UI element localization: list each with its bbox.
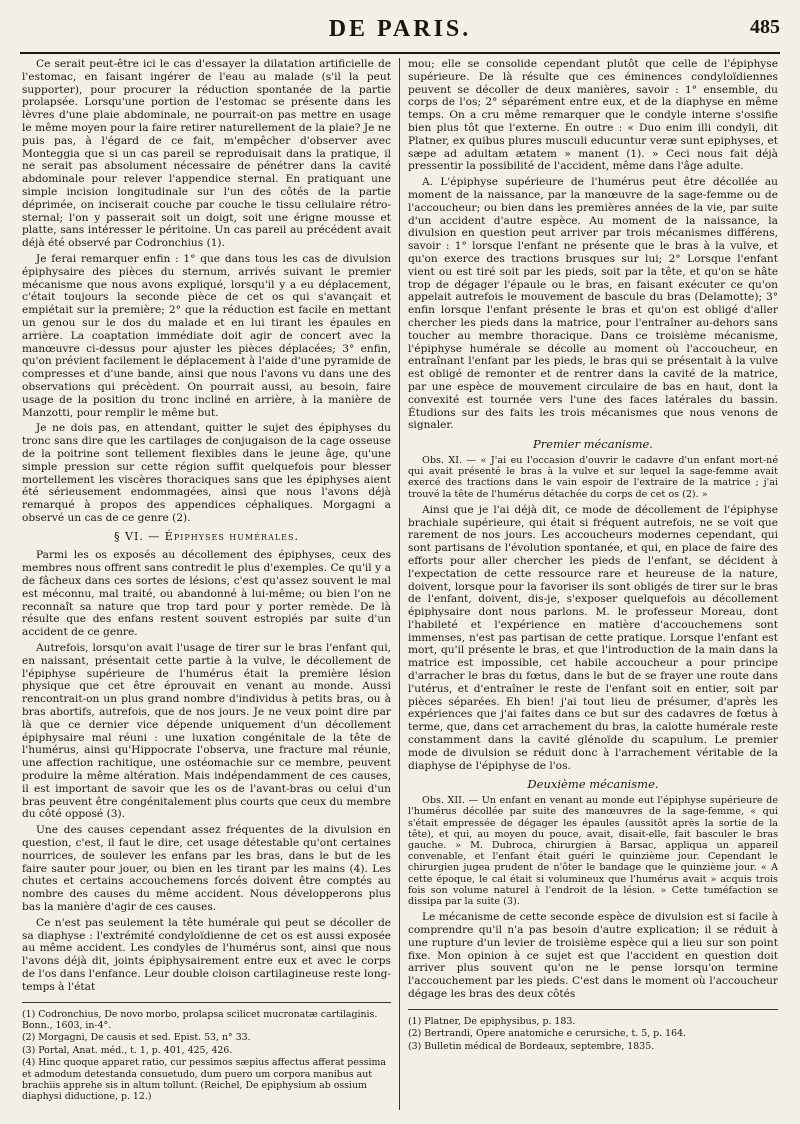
running-title: DE PARIS. <box>328 16 472 42</box>
body-paragraph: Ainsi que je l'ai déjà dit, ce mode de décollement de l'épiphyse brachiale supérieure, qui était si fréquent autrefois, ne se voit que rarement de nos jours. Les accoucheurs modernes cependant, qui sont partisans de l'évolution spontanée, et qui, en place de faire des efforts pour aller chercher les pieds de l'enfant, se décident à l'expectation de cette ressource rare et heureuse de la nature, doivent, lorsque pour la favoriser ils sont obligés de tirer sur le bras de l'enfant, doivent, dis-je, s'exposer quelquefois au décollement épiphysaire dont nous parlons. M. le professeur Moreau, dont l'habileté et l'expérience en matière d'accouchemens sont immenses, n'est pas partisan de cette pratique. Lorsque l'enfant est mort, qu'il présente le bras, et que l'introduction de la main dans la matrice est impossible, cet habile accoucheur a pour principe d'arracher le bras du fœtus, dans le but de se frayer une route dans l'utérus, et d'entraîner le reste de l'enfant soit en entier, soit par pièces séparées. Eh bien! j'ai tout lieu de présumer, d'après les expériences que j'ai faites dans ce but sur des cadavres de fœtus à terme, que, dans cet arrachement du bras, la calotte humérale reste constamment dans la cavité glénoïde du scapulum. Le premier mode de divulsion se réduit donc à l'arrachement véritable de la diaphyse de l'épiphyse de l'os. <box>408 503 778 772</box>
footnotes-right <box>408 1009 778 1052</box>
footnote: (2) Morgagni, De causis et sed. Epist. 53, n° 33. <box>22 1032 251 1044</box>
body-paragraph: Ce n'est pas seulement la tête humérale qui peut se décoller de sa diaphyse : l'extrémité condyloïdienne de cet os est aussi exposée au même accident. Les condyles de l'humérus sont, ainsi que nous l'avons déjà dit, joints épiphysairement entre eux et avec le corps de l'os dans l'enfance. Leur double cloison cartilagineuse reste long-temps à l'état <box>22 916 391 993</box>
header-rule <box>20 52 780 54</box>
observation-note: Obs. XI. — « J'ai eu l'occasion d'ouvrir le cadavre d'un enfant mort-né qui avait présenté le bras à la vulve et sur lequel la sage-femme avait exercé des tractions dans le vain espoir de l'extraire de la matrice ; j'ai trouvé la tête de l'humérus détachée du corps de cet os (2). » <box>408 454 778 500</box>
subheading: Deuxième mécanisme. <box>527 777 659 792</box>
observation-note: Obs. XII. — Un enfant en venant au monde eut l'épiphyse supérieure de l'humérus décollée par suite des manœuvres de la sage-femme, « qui s'était empressée de dégager les épaules (aussitôt après la sortie de la tête), et qui, au moyen du pouce, avait, disait-elle, fait basculer le bras gauche. » M. Dubroca, chirurgien à Barsac, appliqua un appareil convenable, et l'enfant était guéri le quinzième jour. Cependant le chirurgien jugea prudent de n'ôter le bandage que le quinzième jour. « A cette époque, le cal était si volumineux que l'humérus avait » acquis trois fois son volume naturel à l'endroit de la lésion. » Cette tuméfaction se dissipa par la suite (3). <box>408 795 778 908</box>
running-head <box>20 10 780 44</box>
footnote: (2) Bertrandi, Opere anatomiche e cerursiche, t. 5, p. 164. <box>408 1028 687 1040</box>
body-paragraph: Je ne dois pas, en attendant, quitter le sujet des épiphyses du tronc sans dire que les cartilages de conjugaison de la cage osseuse de la poitrine sont tellement flexibles dans le jeune âge, qu'une simple pression sur cette région suffit quelquefois pour blesser mortellement les viscères thoraciques sans que les épiphyses aient été sérieusement endommagées, ainsi que nous l'avons déjà remarqué à propos des appendices céphaliques. Morgagni a observé un cas de ce genre (2). <box>22 422 391 524</box>
body-paragraph: Ce serait peut-être ici le cas d'essayer la dilatation artificielle de l'estomac, en faisant ingérer de l'eau au malade (s'il la peut supporter), pour procurer la réduction spontanée de la partie prolapsée. Lorsqu'une portion de l'estomac se présente dans les lèvres d'une plaie abdominale, ne pourrait-on pas mettre en usage le même moyen pour la faire retirer naturellement de la plaie? Je ne puis pas, à l'égard de ce fait, m'empêcher d'observer avec Monteggia que si un cas pareil se reproduisait dans la pratique, il ne serait pas absolument nécessaire de pénétrer dans la cavité abdominale pour relever l'appendice sternal. En pratiquant une simple incision longitudinale sur l'un des côtés de la partie déprimée, on inciserait couche par couche le tissu cellulaire rétro-sternal; l'on y passerait soit un doigt, soit une érigne mousse et platte, sans intéresser le péritoine. Un cas pareil au précédent avait déjà été observé par Codronchius (1). <box>22 58 391 250</box>
left-column <box>22 58 391 1110</box>
body-paragraph: A. L'épiphyse supérieure de l'humérus peut être décollée au moment de la naissance, par la manœuvre de la sage-femme ou de l'accoucheur; ou bien dans les premières années de la vie, par suite d'un accident d'autre espèce. Au moment de la naissance, la divulsion en question peut arriver par trois mécanismes différens, savoir : 1° lorsque l'enfant ne présente que le bras à la vulve, et qu'on exerce des tractions brusques sur lui; 2° Lorsque l'enfant vient ou est tiré soit par les pieds, soit par la tête, et qu'on se hâte trop de dégager l'épaule ou le bras, en faisant exécuter ce qu'on appelait autrefois le mouvement de bascule du bras (Delamotte); 3° enfin lorsque l'enfant présente le bras et qu'on est obligé d'aller chercher les pieds dans la matrice, pour l'entraîner au-dehors sans toucher au membre thoracique. Dans ce troisième mécanisme, l'épiphyse humérale se décolle au moment où l'accoucheur, en entraînant l'enfant par les pieds, le bras qui se présentait à la vulve est obligé de remonter et de rentrer dans la cavité de la matrice, par une espèce de mouvement circulaire de bas en haut, dont la convexité est tournée vers l'une des faces latérales du bassin. Étudions sur des faits les trois mécanismes que nous venons de signaler. <box>408 176 778 432</box>
section-heading: § VI. — Épiphyses humérales. <box>114 529 299 543</box>
subheading: Premier mécanisme. <box>533 437 653 452</box>
right-column <box>408 58 778 1110</box>
body-paragraph: Autrefois, lorsqu'on avait l'usage de tirer sur le bras l'enfant qui, en naissant, présentait cette partie à la vulve, le décollement de l'épiphyse supérieure de l'humérus était la première lésion physique que cet être éprouvait en venant au monde. Aussi rencontrait-on un plus grand nombre d'individus à petits bras, ou à bras abortifs, autrefois, que de nos jours. Je ne veux point dire par là que ce dernier vice dépende uniquement d'un décollement épiphysaire mal réuni : une luxation congénitale de la tête de l'humérus, ainsi qu'Hippocrate l'observa, une fracture mal réunie, une affection rachitique, une ostéomachie sur ce membre, peuvent produire la même altération. Mais indépendamment de ces causes, il est important de savoir que les os de l'avant-bras ou celui d'un bras peuvent être congénitalement plus courts que ceux du membre du côté opposé (3). <box>22 642 391 821</box>
footnote: (1) Platner, De epiphysibus, p. 183. <box>408 1015 576 1027</box>
footnote: (3) Portal, Anat. méd., t. 1, p. 401, 425, 426. <box>22 1044 233 1056</box>
footnote: (3) Bulletin médical de Bordeaux, septembre, 1835. <box>408 1040 655 1052</box>
body-paragraph: Une des causes cependant assez fréquentes de la divulsion en question, c'est, il faut le dire, cet usage détestable qu'ont certaines nourrices, de soulever les enfans par les bras, dans le but de les faire sauter pour jouer, ou bien en les tirant par les mains (4). Les chutes et certains accouchemens forcés doivent être comptés au nombre des causes du même accident. Nous développerons plus bas la manière d'agir de ces causes. <box>22 824 391 913</box>
footnote: (4) Hinc quoque apparet ratio, cur pessimos sæpius affectus afferat pessima et admodum detestanda consuetudo, dum puero um corpora manibus aut brachiis apprehe sis in altum tollunt. (Reichel, De epiphysium ab ossium diaphysi diductione, p. 12.) <box>22 1057 386 1103</box>
footnote: (1) Codronchius, De novo morbo, prolapsa scilicet mucronatæ cartilaginis. Bonn., 1603, in-4°. <box>22 1008 378 1031</box>
body-paragraph: Je ferai remarquer enfin : 1° que dans tous les cas de divulsion épiphysaire des pièces du sternum, arrivés suivant le premier mécanisme que nous avons expliqué, lorsqu'il y a eu déplacement, c'était toujours la seconde pièce de cet os qui s'avançait et empiétait sur la première; 2° que la réduction est facile en mettant un genou sur le dos du malade et en lui tirant les épaules en arrière. La coaptation immédiate doit agir de concert avec la manœuvre ci-dessus pour ajuster les pièces déplacées; 3° enfin, qu'on prévient facilement le déplacement à l'aide d'une pyramide de compresses et d'une bande, ainsi que nous l'avons vu dans une des observations qui précèdent. On pourrait aussi, au besoin, faire usage de la position du tronc incliné en arrière, à la manière de Manzotti, pour remplir le même but. <box>22 252 391 419</box>
body-paragraph: Le mécanisme de cette seconde espèce de divulsion est si facile à comprendre qu'il n'a pas besoin d'autre explication; il se réduit à une rupture d'un levier de troisième espèce qui a lieu sur son point fixe. Mon opinion à ce sujet est que l'accident en question doit arriver plus souvent qu'on ne le pense lorsqu'on termine l'accouchement par les pieds. C'est dans le moment où l'accoucheur dégage les bras des deux côtés <box>408 911 778 1001</box>
body-paragraph: mou; elle se consolide cependant plutôt que celle de l'épiphyse supérieure. De là résulte que ces éminences condyloïdiennes peuvent se décoller de deux manières, savoir : 1° ensemble, du corps de l'os; 2° séparément entre eux, et de la diaphyse en même temps. On a cru même remarquer que le condyle interne s'ossifie bien plus tôt que l'externe. En outre : « Duo enim illi condyli, dit Platner, ex quibus plures musculi educuntur veræ sunt epiphyses, et sæpe ad adultam ætatem » manent (1). » Ceci nous fait déjà pressentir la possibilité de l'accident, même dans l'âge adulte. <box>408 58 778 173</box>
column-divider <box>399 58 400 1110</box>
footnotes-left <box>22 1002 391 1103</box>
page-number: 485 <box>750 16 780 38</box>
body-paragraph: Parmi les os exposés au décollement des épiphyses, ceux des membres nous offrent sans contredit le plus d'exemples. Ce qu'il y a de fâcheux dans ces sortes de lésions, c'est qu'assez souvent le mal est méconnu, mal traité, ou abandonné à lui-même; ou bien l'on ne reconnaît sa nature que trop tard pour y porter remède. De là résulte que des enfans restent souvent estropiés par suite d'un accident de ce genre. <box>22 549 391 639</box>
